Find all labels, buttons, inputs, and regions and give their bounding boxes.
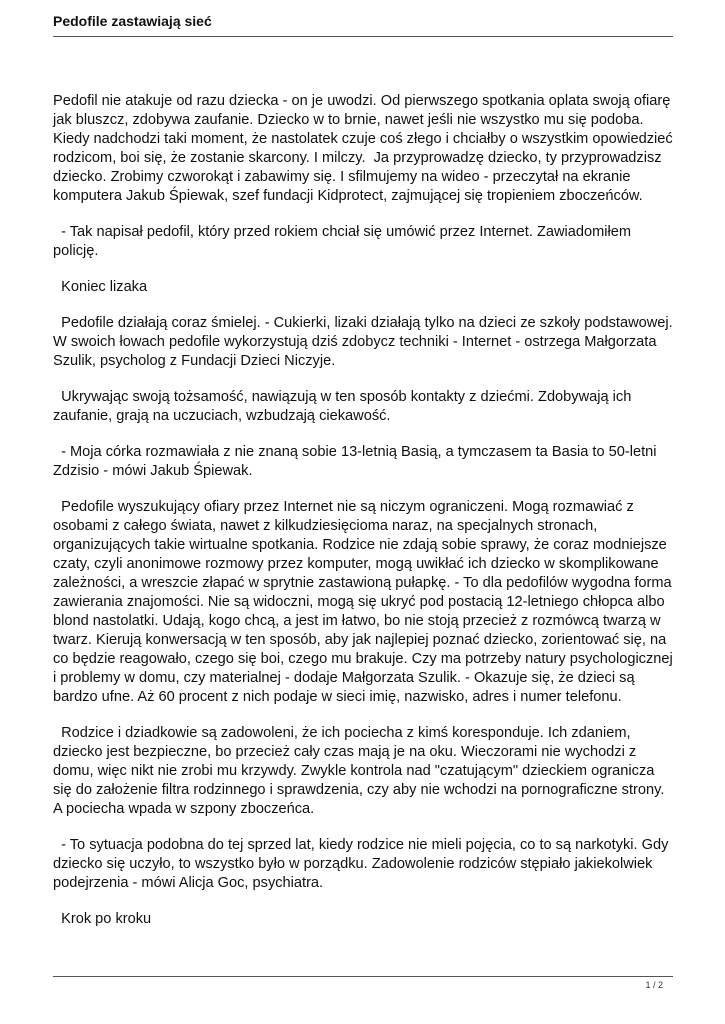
article-paragraph: Ukrywając swoją tożsamość, nawiązują w ten sposób kontakty z dziećmi. Zdobywają ich zaufanie, grają na uczuciach, wzbudzają ciekawość. bbox=[53, 389, 636, 424]
page-number: 1 / 2 bbox=[645, 980, 663, 990]
page-footer bbox=[53, 976, 673, 990]
article-paragraph: Pedofile działają coraz śmielej. - Cukierki, lizaki działają tylko na dzieci ze szkoły podstawowej. W swoich łowach pedofile wykorzystują dziś zdobycz techniki - Internet - ostrzega Małgorzata Szulik, psycholog z Fundacji Dzieci Niczyje. bbox=[53, 315, 677, 369]
article-paragraph: Pedofil nie atakuje od razu dziecka - on je uwodzi. Od pierwszego spotkania oplata swoją ofiarę jak bluszcz, zdobywa zaufanie. Dziecko w to brnie, nawet jeśli nie wszystko mu się podoba. Kiedy nadchodzi taki moment, że nastolatek czuje coś złego i chciałby o wszystkim opowiedzieć rodzicom, boi się, że zostanie skarcony. I milczy. Ja przyprowadzę dziecko, ty przyprowadzisz dziecko. Zrobimy czworokąt i zabawimy się. I sfilmujemy na wideo - przeczytał na ekranie komputera Jakub Śpiewak, szef fundacji Kidprotect, zajmującej się tropieniem zboczeńców. bbox=[53, 93, 677, 204]
article-paragraph: - To sytuacja podobna do tej sprzed lat, kiedy rodzice nie mieli pojęcia, co to są narkotyki. Gdy dziecko się uczyło, to wszystko było w porządku. Zadowolenie rodziców stępiało jakiekolwiek podejrzenia - mówi Alicja Goc, psychiatra. bbox=[53, 837, 673, 891]
section-heading: Krok po kroku bbox=[53, 911, 152, 927]
page-title: Pedofile zastawiają sieć bbox=[53, 13, 212, 29]
article-paragraph: Rodzice i dziadkowie są zadowoleni, że ich pociecha z kimś koresponduje. Ich zdaniem, dziecko jest bezpieczne, bo przecież cały czas mają je na oku. Wieczorami nie wychodzi z domu, więc nikt nie zrobi mu krzywdy. Zwykle kontrola nad "czatującym" dzieckiem ogranicza się do założenie filtra rodzinnego i sprawdzenia, czy aby nie wchodzi na pornograficzne strony. A pociecha wpada w szpony zboczeńca. bbox=[53, 725, 668, 817]
article-body bbox=[53, 92, 675, 946]
section-heading: Koniec lizaka bbox=[53, 279, 148, 295]
article-paragraph: - Moja córka rozmawiała z nie znaną sobie 13-letnią Basią, a tymczasem ta Basia to 50-letni Zdzisio - mówi Jakub Śpiewak. bbox=[53, 444, 661, 479]
article-paragraph: Pedofile wyszukujący ofiary przez Internet nie są niczym ograniczeni. Mogą rozmawiać z osobami z całego świata, nawet z kilkudziesięcioma naraz, na specjalnych stronach, organizujących takie wirtualne spotkania. Rodzice nie zdają sobie sprawy, że coraz modniejsze czaty, czyli anonimowe rozmowy przez komputer, mogą uwikłać ich dziecko w skomplikowane zależności, a wreszcie złapać w sprytnie zastawioną pułapkę. - To dla pedofilów wygodna forma zawierania znajomości. Nie są widoczni, mogą się ukryć pod postacią 12-letniego chłopca albo blond nastolatki. Udają, kogo chcą, a jest im łatwo, bo nie stoją przecież z rozmówcą twarzą w twarz. Kierują konwersacją w ten sposób, aby jak najlepiej poznać dziecko, zorientować się, na co będzie reagowało, czego się boi, czego mu brakuje. Czy ma potrzeby natury psychologicznej i problemy w domu, czy materialnej - dodaje Małgorzata Szulik. - Okazuje się, że dzieci są bardzo ufne. Aż 60 procent z nich podaje w sieci imię, nazwisko, adres i numer telefonu. bbox=[53, 499, 677, 705]
article-paragraph: - Tak napisał pedofil, który przed rokiem chciał się umówić przez Internet. Zawiadomiłem policję. bbox=[53, 224, 636, 259]
page-header bbox=[53, 10, 673, 37]
